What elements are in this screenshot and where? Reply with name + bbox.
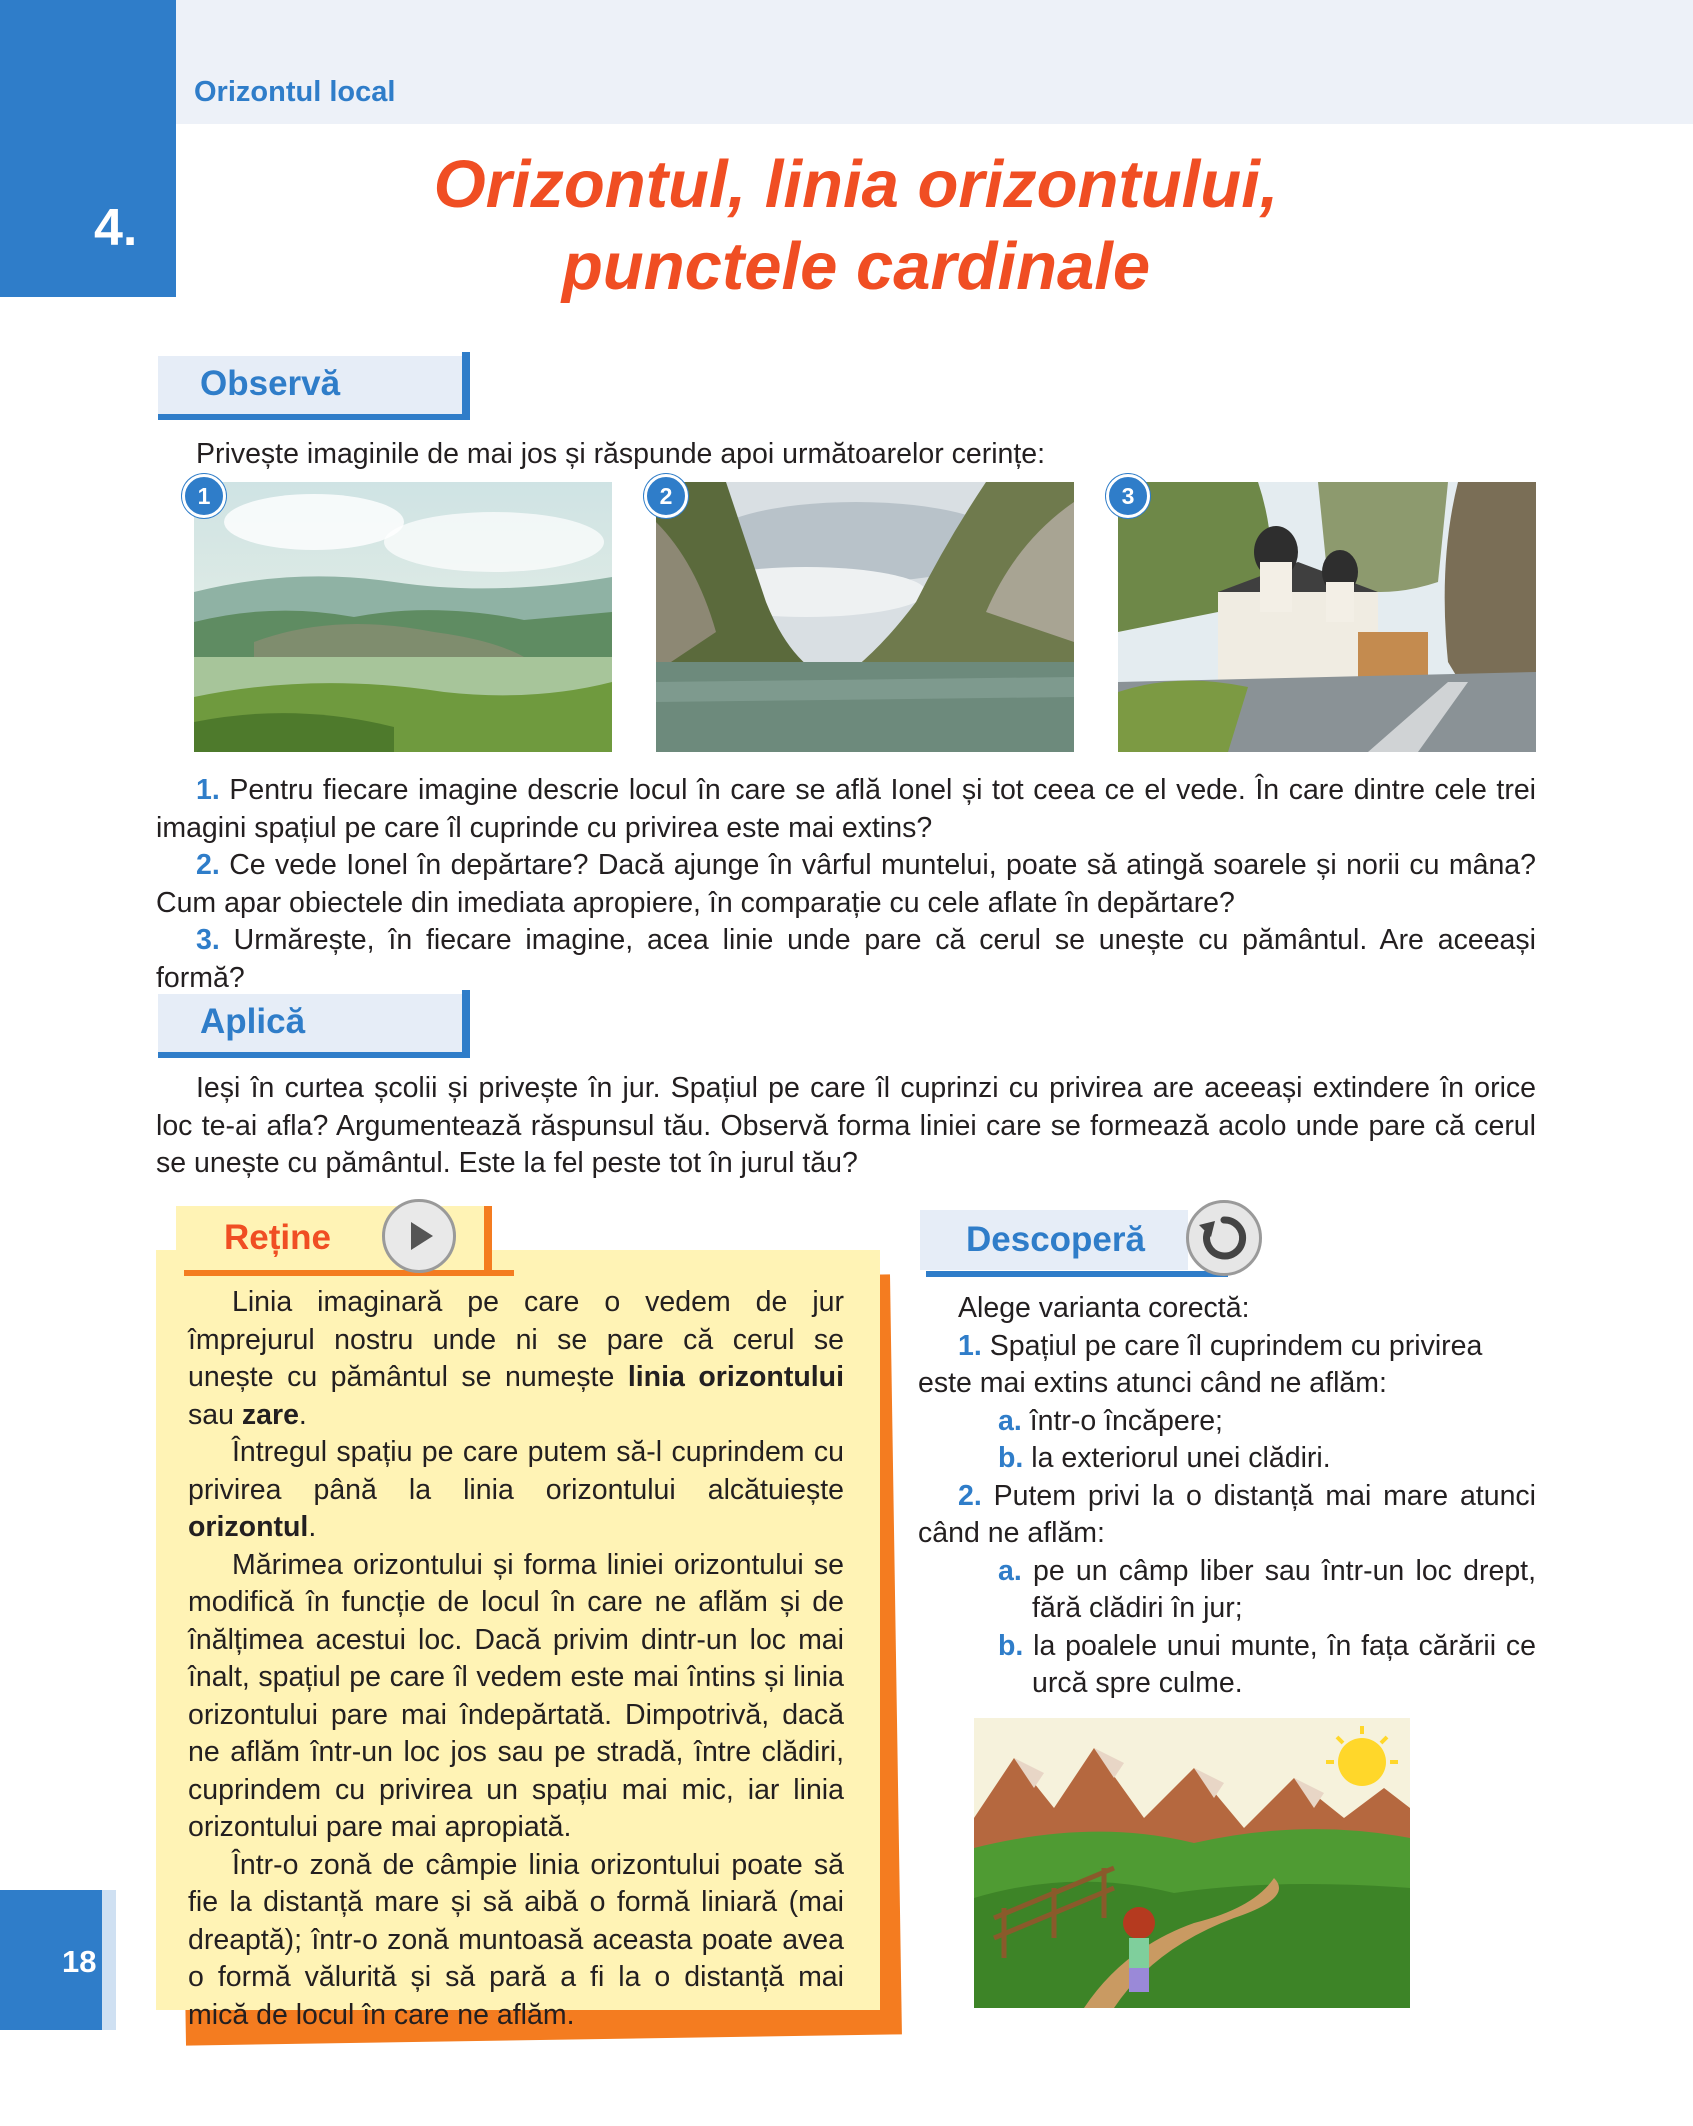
observa-heading-tab — [158, 356, 470, 414]
play-button[interactable] — [382, 1199, 456, 1273]
retine-paragraph-2 — [188, 1434, 844, 1547]
observa-intro: Privește imaginile de mai jos și răspunde apoi următoarelor cerințe: — [196, 438, 1046, 470]
descopera-q2-text: Putem privi la o distanță mai mare atunci când ne aflăm: — [918, 1479, 1536, 1549]
descopera-content — [918, 1290, 1536, 1703]
retine-text — [188, 1284, 844, 2034]
page-title — [176, 144, 1536, 308]
river-gorge-photo — [656, 482, 1074, 752]
descopera-q1-option-a[interactable] — [918, 1403, 1536, 1441]
retine-p1-text: Linia imaginară pe care o vedem de jur împrejurul nostru unde ni se pare că cerul se unește cu pământul se numește — [188, 1286, 844, 1393]
aplica-heading-tab — [158, 994, 470, 1052]
mountain-path-illustration — [974, 1718, 1410, 2008]
chapter-block — [0, 0, 176, 297]
refresh-icon — [1189, 1203, 1259, 1273]
section-label: Orizontul local — [194, 76, 396, 108]
photo-badge-1: 1 — [182, 474, 226, 518]
question-2-number: 2. — [196, 849, 220, 881]
title-line-1: Orizontul, linia orizontului, — [433, 147, 1279, 222]
descopera-q2-option-b[interactable] — [918, 1628, 1536, 1703]
retine-p1-mid: sau — [188, 1398, 242, 1431]
descopera-heading-tab — [920, 1210, 1188, 1270]
question-3-text: Urmărește, în fiecare imagine, acea linie unde pare că cerul se unește cu pământul. Are aceeași formă? — [156, 924, 1536, 994]
chapter-number: 4. — [94, 199, 138, 257]
term-zare: zare — [241, 1398, 299, 1431]
option-text: pe un câmp liber sau într-un loc drept, fără clădiri în jur; — [1032, 1554, 1537, 1624]
option-text: la exteriorul unei clădiri. — [1031, 1442, 1331, 1474]
panorama-lake-photo — [194, 482, 612, 752]
option-text: într-o încăpere; — [1029, 1404, 1223, 1437]
retine-p1-end: . — [298, 1398, 307, 1431]
option-label: b. — [998, 1442, 1024, 1474]
descopera-q2-option-a[interactable] — [918, 1553, 1536, 1628]
monastery-road-photo — [1118, 482, 1536, 752]
question-3-number: 3. — [196, 924, 220, 956]
retine-paragraph-3: Mărimea orizontului și forma liniei orizontului se modifică în funcție de locul în care ne aflăm și de înălțimea acestui loc. Dacă privim dintr-un loc mai înalt, spațiul pe care îl vedem este mai întins și linia orizontului pare mai îndepărtată. Dimpotrivă, dacă ne aflăm într-un loc jos sau pe stradă, între clădiri, cuprindem cu privirea un spațiu mai mic, iar linia orizontului pare mai apropiată. — [188, 1548, 844, 1843]
observa-heading: Observă — [200, 364, 341, 403]
retine-p2-text: Întregul spațiu pe care putem să-l cuprindem cu privirea până la linia orizontului alcătuiește — [188, 1436, 844, 1506]
question-2-text: Ce vede Ionel în depărtare? Dacă ajunge în vârful muntelui, poate să atingă soarele și norii cu mâna? Cum apar obiectele din imediata apropiere, în comparație cu cele aflate în depărtare? — [156, 849, 1536, 919]
descopera-q1-number: 1. — [958, 1329, 982, 1362]
page-number: 18 — [62, 1944, 97, 1979]
play-icon — [385, 1202, 453, 1270]
aplica-heading: Aplică — [200, 1002, 306, 1041]
descopera-q2-number: 2. — [958, 1479, 982, 1512]
question-1-number: 1. — [196, 774, 220, 806]
photo-badge-2: 2 — [644, 474, 688, 518]
question-1-text: Pentru fiecare imagine descrie locul în care se află Ionel și tot ceea ce el vede. În care dintre cele trei imagini spațiul pe care îl cuprinde cu privirea este mai extins? — [156, 774, 1536, 844]
observa-questions — [156, 772, 1536, 997]
photo-badge-3: 3 — [1106, 474, 1150, 518]
option-text: la poalele unui munte, în fața cărării ce urcă spre culme. — [1032, 1629, 1536, 1699]
question-1 — [156, 772, 1536, 847]
question-3 — [156, 922, 1536, 997]
retine-heading: Reține — [224, 1218, 331, 1257]
title-line-2: punctele cardinale — [561, 229, 1151, 304]
option-label: b. — [998, 1629, 1024, 1662]
refresh-button[interactable] — [1186, 1200, 1262, 1276]
term-linia-orizontului: linia orizontului — [627, 1361, 844, 1393]
option-label: a. — [998, 1404, 1022, 1437]
descopera-q1-text: Spațiul pe care îl cuprindem cu privirea este mai extins atunci când ne aflăm: — [918, 1329, 1483, 1399]
retine-p2-end: . — [308, 1511, 317, 1543]
retine-paragraph-4: Într-o zonă de câmpie linia orizontului poate să fie la distanță mare și să aibă o formă liniară (mai dreaptă); într-o zonă muntoasă aceasta poate avea o formă vălurită și să pară a fi la o distanță mai mică de locul în care ne aflăm. — [188, 1848, 844, 2031]
retine-paragraph-1 — [188, 1284, 844, 1434]
descopera-q1-option-b[interactable] — [918, 1440, 1536, 1478]
descopera-question-2 — [918, 1478, 1536, 1553]
option-label: a. — [998, 1554, 1022, 1587]
descopera-intro: Alege varianta corectă: — [958, 1292, 1250, 1324]
descopera-question-1 — [918, 1328, 1536, 1403]
descopera-heading: Descoperă — [966, 1220, 1145, 1259]
question-2 — [156, 847, 1536, 922]
aplica-text: Ieși în curtea școlii și privește în jur. Spațiul pe care îl cuprinzi cu privirea are aceeași extindere în orice loc te-ai afla? Argumentează răspunsul tău. Observă forma liniei care se formează acolo unde pare că cerul se unește cu pământul. Este la fel peste tot în jurul tău? — [156, 1072, 1536, 1179]
term-orizontul: orizontul — [188, 1511, 309, 1543]
